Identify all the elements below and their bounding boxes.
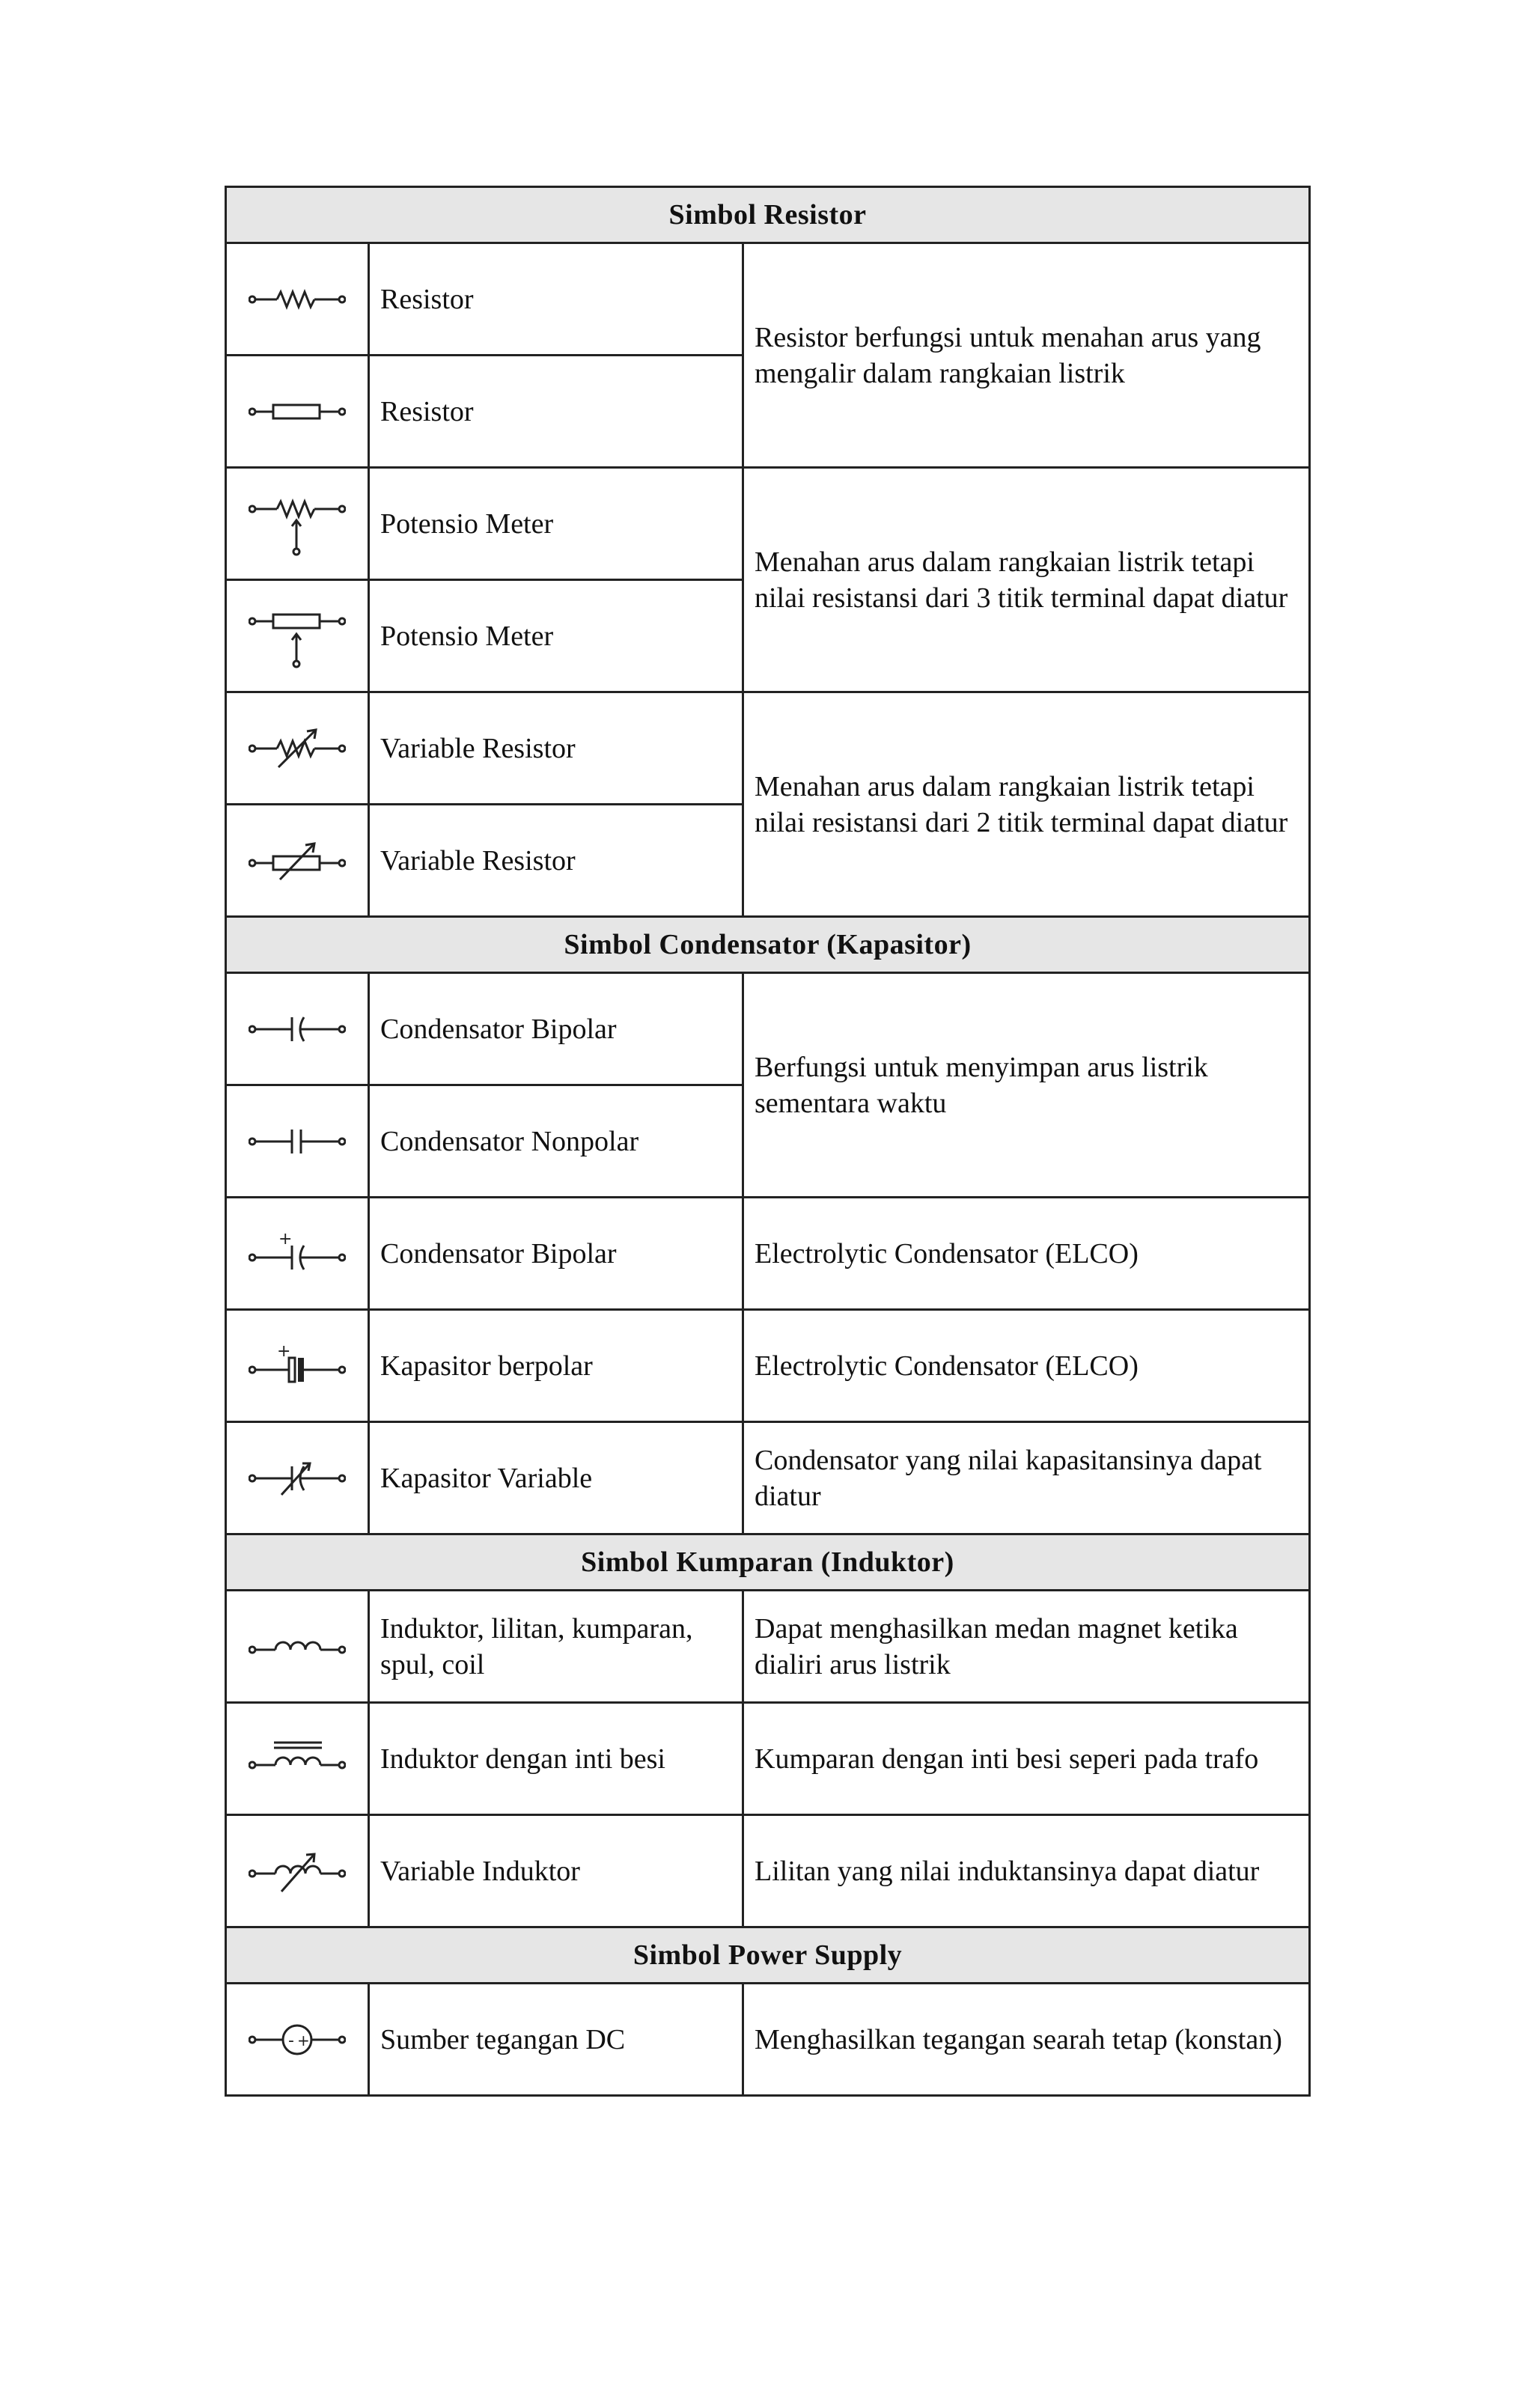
symbol-cell [226,1591,369,1703]
component-description: Kumparan dengan inti besi seperi pada trafo [743,1703,1310,1815]
nonpolar-capacitor-icon [249,1119,346,1164]
component-description [743,468,1310,692]
variable-resistor-box-icon [249,835,346,887]
inductor-icon [249,1624,346,1669]
table-row [226,1984,1310,2096]
component-name: Condensator Nonpolar [369,1085,743,1198]
variable-resistor-zigzag-icon [249,722,346,775]
symbol-cell [226,805,369,917]
potentiometer-zigzag-icon [249,490,346,558]
variable-inductor-icon [249,1845,346,1898]
component-description: Electrolytic Condensator (ELCO) [743,1310,1310,1422]
plus-label: + [278,1229,293,1249]
component-description [743,692,1310,917]
bipolar-capacitor-icon [249,1007,346,1052]
section-header-capacitor [226,917,1310,973]
component-name: Sumber tegangan DC [369,1984,743,2096]
component-name: Induktor dengan inti besi [369,1703,743,1815]
component-name: Potensio Meter [369,468,743,580]
symbol-cell [226,580,369,692]
description-text: Menahan arus dalam rangkaian listrik tetapi nilai resistansi dari 3 titik terminal dapat diatur [755,546,1288,614]
symbol-cell [226,243,369,356]
table-row [226,468,1310,580]
component-description: Electrolytic Condensator (ELCO) [743,1198,1310,1310]
section-title: Simbol Condensator (Kapasitor) [226,917,1310,973]
iron-core-inductor-icon [249,1737,346,1781]
plus-label: + [277,1341,291,1361]
description-text: Resistor berfungsi untuk menahan arus yang mengalir dalam rangkaian listrik [755,321,1261,389]
symbol-cell [226,1198,369,1310]
section-title: Simbol Power Supply [226,1927,1310,1984]
component-description: Menghasilkan tegangan searah tetap (konstan) [743,1984,1310,2096]
symbol-cell [226,356,369,468]
variable-capacitor-icon [249,1456,346,1501]
description-text: Berfungsi untuk menyimpan arus listrik sementara waktu [755,1051,1208,1119]
table-row [226,1198,1310,1310]
component-description: Lilitan yang nilai induktansinya dapat diatur [743,1815,1310,1927]
component-name: Kapasitor berpolar [369,1310,743,1422]
section-header-resistor [226,187,1310,243]
table-row [226,692,1310,805]
component-name: Condensator Bipolar [369,1198,743,1310]
symbol-cell [226,1815,369,1927]
component-name: Resistor [369,356,743,468]
symbol-cell [226,973,369,1085]
component-description: Dapat menghasilkan medan magnet ketika dialiri arus listrik [743,1591,1310,1703]
section-header-inductor [226,1534,1310,1591]
table-row [226,1310,1310,1422]
minus-label: - [288,2031,294,2050]
table-row [226,1703,1310,1815]
component-name: Induktor, lilitan, kumparan, spul, coil [369,1591,743,1703]
section-title: Simbol Kumparan (Induktor) [226,1534,1310,1591]
component-name: Potensio Meter [369,580,743,692]
table-row [226,243,1310,356]
section-header-power-supply [226,1927,1310,1984]
symbol-reference-sheet [225,186,1308,2097]
electronic-symbols-table [225,186,1311,2097]
potentiometer-box-icon [249,603,346,670]
symbol-cell [226,1085,369,1198]
component-name: Variable Resistor [369,805,743,917]
component-name: Condensator Bipolar [369,973,743,1085]
component-name: Kapasitor Variable [369,1422,743,1534]
component-name: Variable Resistor [369,692,743,805]
component-name: Resistor [369,243,743,356]
bipolar-capacitor-plus-icon [249,1228,346,1280]
component-name: Variable Induktor [369,1815,743,1927]
symbol-cell [226,1703,369,1815]
symbol-cell [226,1310,369,1422]
table-row [226,1815,1310,1927]
dc-voltage-source-icon [249,2017,346,2062]
component-description: Condensator yang nilai kapasitansinya dapat diatur [743,1422,1310,1534]
symbol-cell [226,1984,369,2096]
fixed-resistor-box-icon [249,389,346,434]
symbol-cell [226,468,369,580]
table-row [226,1591,1310,1703]
symbol-cell [226,692,369,805]
polarized-capacitor-icon [249,1340,346,1392]
plus-label: + [297,2031,310,2049]
table-row [226,973,1310,1085]
component-description [743,243,1310,468]
component-description [743,973,1310,1198]
description-text: Menahan arus dalam rangkaian listrik tetapi nilai resistansi dari 2 titik terminal dapat diatur [755,770,1288,838]
fixed-resistor-zigzag-icon [249,277,346,322]
symbol-cell [226,1422,369,1534]
table-row [226,1422,1310,1534]
section-title: Simbol Resistor [226,187,1310,243]
